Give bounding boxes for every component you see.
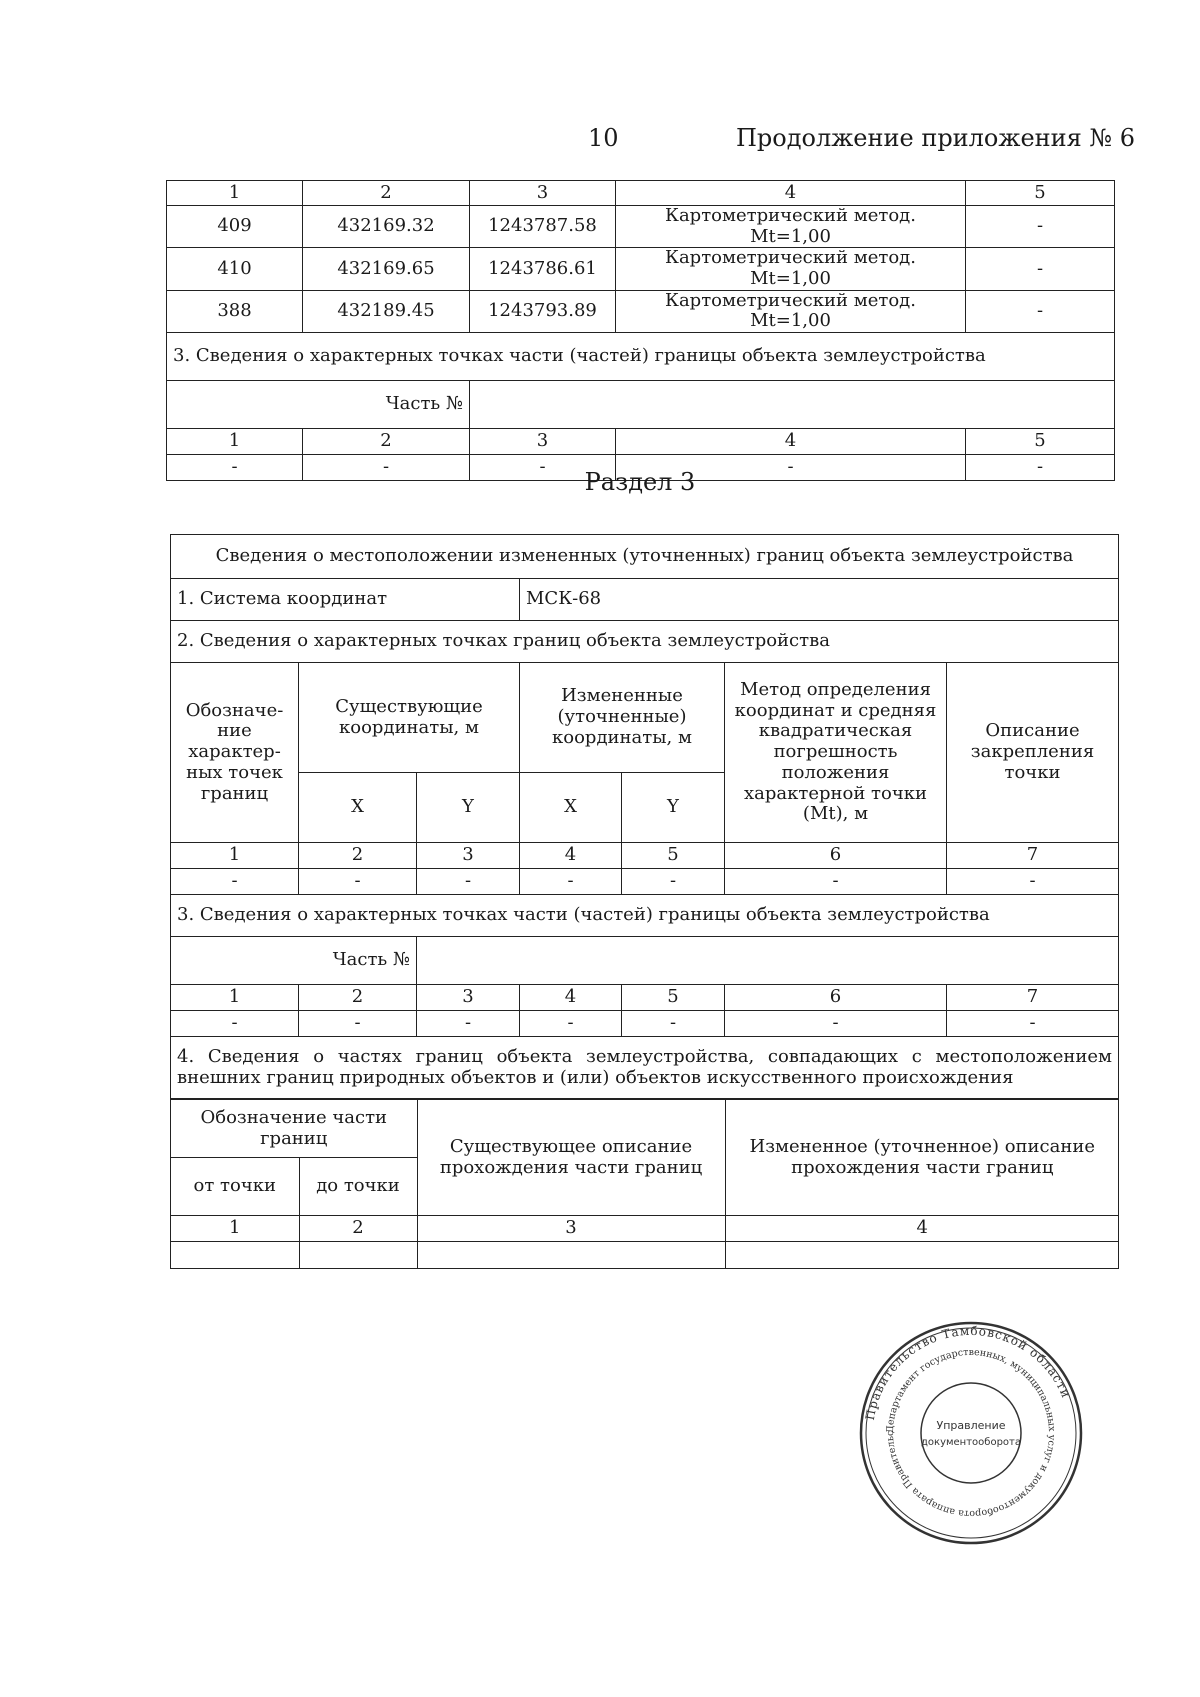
section4-subtable-cell: [171, 1099, 1119, 1269]
description: -: [966, 290, 1115, 332]
part-number-value: [417, 937, 1119, 985]
table-cell: 1: [171, 843, 299, 869]
table-cell: -: [622, 869, 725, 895]
points-heading: 2. Сведения о характерных точках границ объекта землеустройства: [171, 621, 1119, 663]
section4-table: [171, 1099, 1119, 1268]
table-row: [167, 206, 1115, 248]
table-cell: 2: [299, 1216, 417, 1242]
table-cell: 3: [470, 181, 616, 206]
coord-y: 1243786.61: [470, 248, 616, 290]
section-heading: 3. Сведения о характерных точках части (частей) границы объекта землеустройства: [167, 333, 1115, 381]
stamp-inner-text: Департамент государственных, муниципальных услуг и документооборота аппарата Правительс: [884, 1346, 1058, 1520]
table-cell: [725, 1242, 1118, 1268]
table-cell: 1: [171, 1216, 299, 1242]
col-existing-coords: Существующие координаты, м: [299, 663, 520, 773]
table-cell: -: [167, 455, 303, 481]
section3-table: [170, 534, 1119, 1269]
table-cell: 3: [417, 985, 520, 1011]
description: -: [966, 248, 1115, 290]
table-cell: -: [725, 1011, 947, 1037]
table-row: [171, 1011, 1119, 1037]
col-part-designation: Обозначение части границ: [171, 1100, 417, 1158]
table-cell: [299, 1242, 417, 1268]
table-cell: 5: [966, 429, 1115, 455]
table-cell: 1: [167, 429, 303, 455]
table-cell: -: [303, 455, 470, 481]
point-id: 409: [167, 206, 303, 248]
method: Картометрический метод. Mt=1,00: [616, 206, 966, 248]
col-y: Y: [417, 773, 520, 843]
description: -: [966, 206, 1115, 248]
table-cell: 4: [616, 181, 966, 206]
table-header-row: [171, 1216, 1119, 1242]
table-row: [171, 869, 1119, 895]
table-cell: 2: [299, 843, 417, 869]
table-cell: 2: [303, 429, 470, 455]
col-changed-description: Измененное (уточненное) описание прохождения части границ: [725, 1100, 1118, 1216]
col-x: X: [520, 773, 622, 843]
table-header-row: [171, 985, 1119, 1011]
method: Картометрический метод. Mt=1,00: [616, 248, 966, 290]
coord-y: 1243793.89: [470, 290, 616, 332]
table-cell: 1: [167, 181, 303, 206]
table-cell: -: [616, 455, 966, 481]
method: Картометрический метод. Mt=1,00: [616, 290, 966, 332]
table-cell: 6: [725, 985, 947, 1011]
stamp-center-line1: Управление: [936, 1419, 1006, 1432]
table-cell: [171, 1242, 299, 1268]
table-header-row: [167, 181, 1115, 206]
table-cell: 2: [303, 181, 470, 206]
table-cell: 3: [417, 1216, 725, 1242]
section-title: Раздел 3: [584, 468, 696, 496]
table-cell: -: [966, 455, 1115, 481]
table-cell: 6: [725, 843, 947, 869]
part-heading: 3. Сведения о характерных точках части (частей) границы объекта землеустройства: [171, 895, 1119, 937]
table-row: [171, 1242, 1119, 1268]
coord-system-label: 1. Система координат: [171, 579, 520, 621]
stamp-icon: [856, 1318, 1086, 1548]
table-cell: -: [520, 869, 622, 895]
coord-x: 432169.32: [303, 206, 470, 248]
col-y: Y: [622, 773, 725, 843]
table-cell: 4: [616, 429, 966, 455]
table-header-row: [171, 843, 1119, 869]
coord-system-value: МСК-68: [520, 579, 1119, 621]
table-cell: 3: [417, 843, 520, 869]
col-changed-coords: Измененные (уточненные) координаты, м: [520, 663, 725, 773]
table-cell: 7: [947, 843, 1119, 869]
continuation-table: [166, 180, 1115, 481]
col-existing-description: Существующее описание прохождения части границ: [417, 1100, 725, 1216]
official-stamp: [856, 1318, 1086, 1548]
table-cell: -: [171, 1011, 299, 1037]
coord-x: 432189.45: [303, 290, 470, 332]
table-cell: 4: [725, 1216, 1118, 1242]
stamp-outer-text: Правительство Тамбовской области: [862, 1323, 1074, 1422]
table-cell: -: [299, 869, 417, 895]
table-cell: 4: [520, 843, 622, 869]
table-cell: -: [171, 869, 299, 895]
part-number-value: [470, 381, 1115, 429]
table-title: Сведения о местоположении измененных (уточненных) границ объекта землеустройства: [171, 535, 1119, 579]
table-cell: -: [725, 869, 947, 895]
point-id: 388: [167, 290, 303, 332]
col-method: Метод определения координат и средняя квадратическая погрешность положения характерной точки (Mt), м: [725, 663, 947, 843]
table-cell: -: [299, 1011, 417, 1037]
table-cell: -: [622, 1011, 725, 1037]
table-cell: 7: [947, 985, 1119, 1011]
part-label: Часть №: [171, 937, 417, 985]
table-cell: -: [417, 869, 520, 895]
col-designation: Обозначе-ние характер-ных точек границ: [171, 663, 299, 843]
point-id: 410: [167, 248, 303, 290]
table-cell: -: [520, 1011, 622, 1037]
part-label: Часть №: [167, 381, 470, 429]
table-cell: -: [947, 1011, 1119, 1037]
page-number: 10: [588, 124, 619, 152]
table-cell: 3: [470, 429, 616, 455]
table-cell: 2: [299, 985, 417, 1011]
table-cell: 5: [966, 181, 1115, 206]
col-to-point: до точки: [299, 1158, 417, 1216]
table-cell: [417, 1242, 725, 1268]
table-cell: -: [417, 1011, 520, 1037]
stamp-center-line2: документооборота: [921, 1437, 1021, 1448]
coord-y: 1243787.58: [470, 206, 616, 248]
table-cell: 1: [171, 985, 299, 1011]
table-row: [167, 290, 1115, 332]
table-header-row: [167, 429, 1115, 455]
col-from-point: от точки: [171, 1158, 299, 1216]
appendix-caption: Продолжение приложения № 6: [736, 124, 1136, 152]
col-x: X: [299, 773, 417, 843]
col-description: Описание закрепления точки: [947, 663, 1119, 843]
table-cell: -: [470, 455, 616, 481]
table-cell: 5: [622, 985, 725, 1011]
table-row: [167, 248, 1115, 290]
table-cell: 5: [622, 843, 725, 869]
section4-heading: 4. Сведения о частях границ объекта землеустройства, совпадающих с местоположением внешних границ природных объектов и (или) объектов искусственного происхождения: [171, 1037, 1119, 1099]
coord-x: 432169.65: [303, 248, 470, 290]
table-cell: -: [947, 869, 1119, 895]
table-cell: 4: [520, 985, 622, 1011]
